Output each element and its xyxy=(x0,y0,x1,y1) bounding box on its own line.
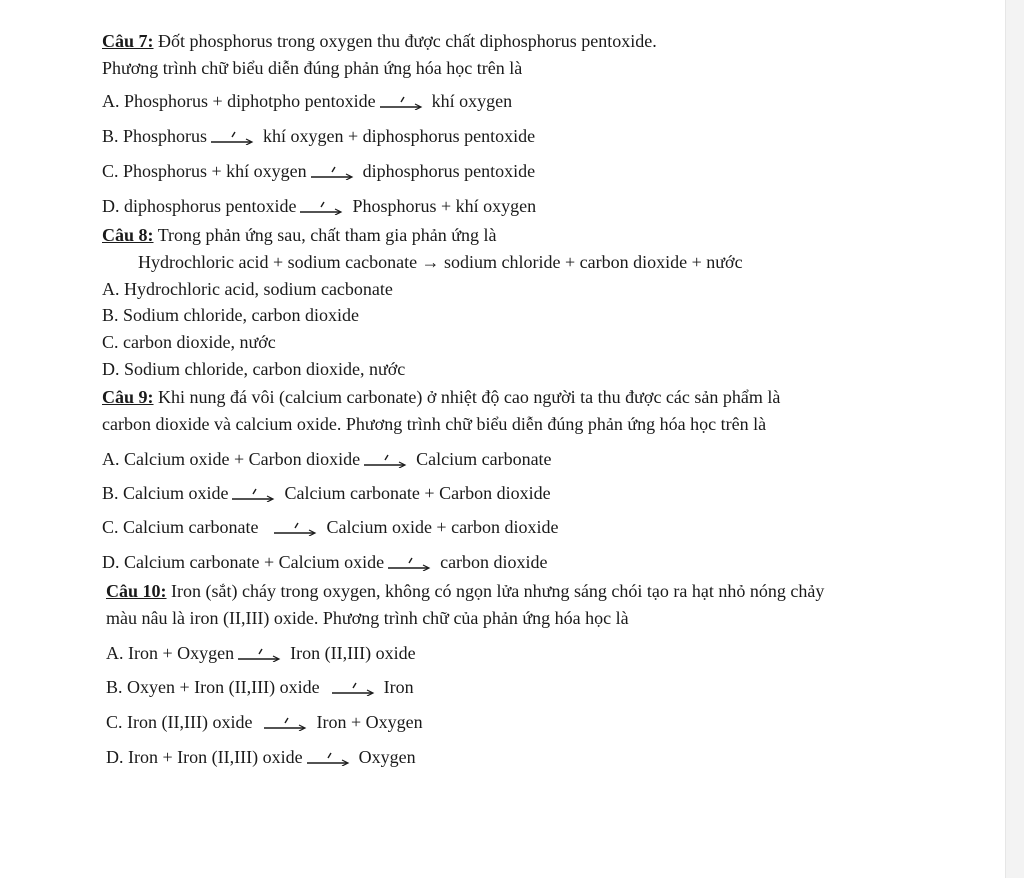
q10-option-a-left: A. Iron + Oxygen xyxy=(106,643,235,663)
q10-option-d-left: D. Iron + Iron (II,III) oxide xyxy=(106,747,303,767)
q7-option-b-right: khí oxygen + diphosphorus pentoxide xyxy=(263,126,536,146)
q7-option-d-right: Phosphorus + khí oxygen xyxy=(352,196,537,216)
q9-option-d-right: carbon dioxide xyxy=(440,552,548,572)
q7-option-a-left: A. Phosphorus + diphotpho pentoxide xyxy=(102,91,376,111)
reaction-arrow-icon xyxy=(238,648,284,662)
reaction-arrow-icon xyxy=(388,557,434,571)
q8-equation: Hydrochloric acid + sodium cacbonate → sodium chloride + carbon dioxide + nước xyxy=(138,252,743,272)
q10-option-b-right: Iron xyxy=(383,677,414,697)
q10-text: Iron (sắt) cháy trong oxygen, không có ngọn lửa nhưng sáng chói tạo ra hạt nhỏ nóng chảy xyxy=(166,581,825,601)
q8-option-d: D. Sodium chloride, carbon dioxide, nước xyxy=(102,359,406,379)
q7-option-c-left: C. Phosphorus + khí oxygen xyxy=(102,161,307,181)
q7-option-a xyxy=(102,90,512,112)
q9-option-b xyxy=(102,482,551,504)
reaction-arrow-icon xyxy=(300,201,346,215)
q10-label: Câu 10: xyxy=(106,581,167,601)
q8-heading xyxy=(102,224,496,246)
q10-option-d-right: Oxygen xyxy=(358,747,416,767)
q8-text: Trong phản ứng sau, chất tham gia phản ứng là xyxy=(153,225,497,245)
q9-option-b-right: Calcium carbonate + Carbon dioxide xyxy=(284,483,551,503)
q9-heading xyxy=(102,386,780,408)
q10-option-a-right: Iron (II,III) oxide xyxy=(290,643,416,663)
q7-option-a-right: khí oxygen xyxy=(431,91,513,111)
q7-heading xyxy=(102,30,657,52)
q7-option-b xyxy=(102,125,535,147)
q8-option-a: A. Hydrochloric acid, sodium cacbonate xyxy=(102,279,393,299)
q10-option-b xyxy=(106,676,414,698)
q10-option-c xyxy=(106,711,423,733)
reaction-arrow-icon xyxy=(307,752,353,766)
q8-label: Câu 8: xyxy=(102,225,154,245)
reaction-arrow-icon xyxy=(332,682,378,696)
q7-option-b-left: B. Phosphorus xyxy=(102,126,208,146)
q7-text: Đốt phosphorus trong oxygen thu được chất diphosphorus pentoxide. xyxy=(153,31,657,51)
reaction-arrow-icon xyxy=(380,96,426,110)
q9-option-d-left: D. Calcium carbonate + Calcium oxide xyxy=(102,552,385,572)
q7-option-d-left: D. diphosphorus pentoxide xyxy=(102,196,297,216)
q10-option-b-left: B. Oxyen + Iron (II,III) oxide xyxy=(106,677,320,697)
q8-option-b: B. Sodium chloride, carbon dioxide xyxy=(102,305,359,325)
q7-option-d xyxy=(102,195,536,217)
q9-label: Câu 9: xyxy=(102,387,154,407)
q9-option-c-left: C. Calcium carbonate xyxy=(102,517,259,537)
q9-option-c-right: Calcium oxide + carbon dioxide xyxy=(326,517,559,537)
reaction-arrow-icon xyxy=(274,522,320,536)
q8-option-c: C. carbon dioxide, nước xyxy=(102,332,276,352)
q10-option-c-left: C. Iron (II,III) oxide xyxy=(106,712,253,732)
q7-text2: Phương trình chữ biểu diễn đúng phản ứng hóa học trên là xyxy=(102,58,523,78)
scrollbar-track[interactable] xyxy=(1005,0,1024,878)
reaction-arrow-icon xyxy=(232,488,278,502)
q10-heading xyxy=(106,580,824,602)
q9-text: Khi nung đá vôi (calcium carbonate) ở nhiệt độ cao người ta thu được các sản phẩm là xyxy=(153,387,781,407)
q7-label: Câu 7: xyxy=(102,31,154,51)
q10-option-a xyxy=(106,642,416,664)
q9-option-c xyxy=(102,516,559,538)
q10-option-d xyxy=(106,746,416,768)
reaction-arrow-icon xyxy=(311,166,357,180)
reaction-arrow-icon xyxy=(211,131,257,145)
q9-text2: carbon dioxide và calcium oxide. Phương trình chữ biểu diễn đúng phản ứng hóa học trên là xyxy=(102,414,767,434)
q7-option-c xyxy=(102,160,535,182)
q9-option-a xyxy=(102,448,552,470)
q10-text2: màu nâu là iron (II,III) oxide. Phương trình chữ của phản ứng hóa học là xyxy=(106,608,629,628)
reaction-arrow-icon xyxy=(264,717,310,731)
q9-option-a-right: Calcium carbonate xyxy=(416,449,552,469)
reaction-arrow-icon xyxy=(364,454,410,468)
q9-option-d xyxy=(102,551,548,573)
q9-option-a-left: A. Calcium oxide + Carbon dioxide xyxy=(102,449,361,469)
q7-option-c-right: diphosphorus pentoxide xyxy=(362,161,536,181)
q10-option-c-right: Iron + Oxygen xyxy=(316,712,423,732)
q9-option-b-left: B. Calcium oxide xyxy=(102,483,229,503)
